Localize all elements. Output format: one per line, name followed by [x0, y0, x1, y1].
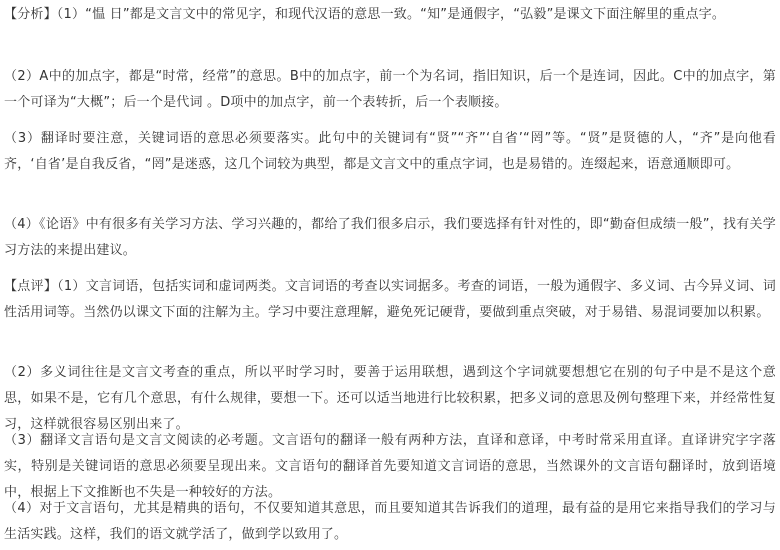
analysis-paragraph-3: （3）翻译时要注意，关键词语的意思必须要落实。此句中的关键词有“贤”“齐”‘自省’“罔”等。“贤”是贤德的人，“齐”是向他看齐，‘自省’是自我反省，“罔”是迷惑，这几个词较为典型，都是文言文中的重点字词，也是易错的。连缀起来，语意通顺即可。 [4, 131, 776, 172]
analysis-paragraph-4: （4）《论语》中有很多有关学习方法、学习兴趣的，都给了我们很多启示，我们要选择有针对性的，即“勤奋但成绩一般”，找有关学习方法的来提出建议。 [4, 217, 776, 258]
analysis-paragraph-2: （2）A中的加点字，都是“时常，经常”的意思。B中的加点字，前一个为名词，指旧知识，后一个是连词，因此。C中的加点字，第一个可译为“大概”；后一个是代词 。D项中的加点字，前一个表转折，后一个表顺接。 [4, 69, 776, 110]
comment-paragraph-3: （3）翻译文言语句是文言文阅读的必考题。文言语句的翻译一般有两种方法，直译和意译，中考时常采用直译。直译讲究字字落实，特别是关键词语的意思必须要呈现出来。文言语句的翻译首先要知道文言词语的意思，当然课外的文言语句翻译时，放到语境中，根据上下文推断也不失是一种较好的方法。 [4, 433, 776, 500]
comment-paragraph-2: （2）多义词往往是文言文考查的重点，所以平时学习时，要善于运用联想，遇到这个字词就要想想它在别的句子中是不是这个意思，如果不是，它有几个意思，有什么规律，要想一下。还可以适当地进行比较积累，把多义词的意思及例句整理下来，并经常性复习，这样就很容易区别出来了。 [4, 365, 776, 432]
comment-paragraph-1: 【点评】（1）文言词语，包括实词和虚词两类。文言词语的考查以实词据多。考查的词语，一般为通假字、多义词、古今异义词、词性活用词等。当然仍以课文下面的注解为主。学习中要注意理解，避免死记硬背，要做到重点突破，对于易错、易混词要加以积累。 [4, 279, 776, 320]
analysis-paragraph-1: 【分析】（1）“愠 日”都是文言文中的常见字，和现代汉语的意思一致。“知”是通假字，“弘毅”是课文下面注解里的重点字。 [4, 7, 726, 22]
comment-paragraph-4: （4）对于文言语句，尤其是精典的语句，不仅要知道其意思，而且要知道其告诉我们的道理，最有益的是用它来指导我们的学习与生活实践。这样，我们的语文就学活了，做到学以致用了。 [4, 501, 776, 542]
